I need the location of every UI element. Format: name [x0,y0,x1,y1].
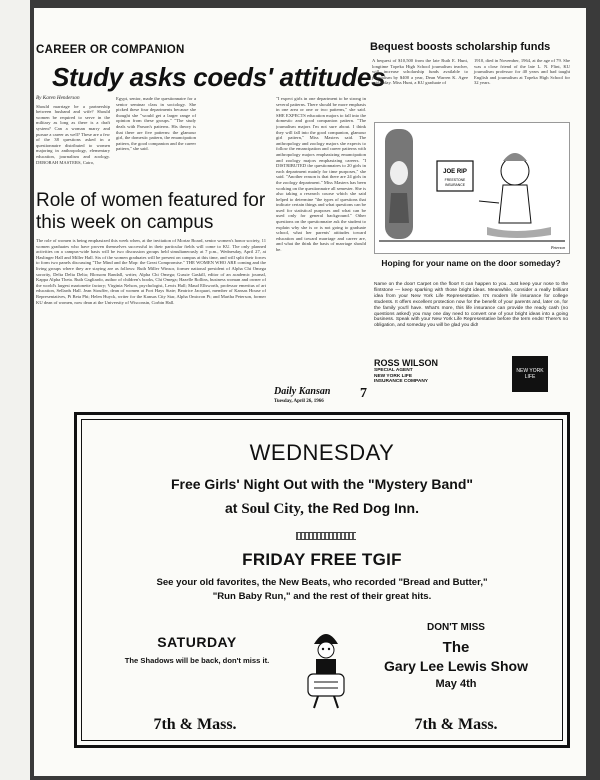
article-column-3-text: "I expect girls in one department to be strong in several patterns. There should be more emphasis in one area or one or two patterns," she said. SHE EXPECTS education majors to fall into the domestic and good companion pattern. "The journalism majors I'm not sure about. I think they will fall into the good companion, glamour girl pattern," Miss Masters said. The anthropology and zoology majors she expects to follow the emancipation and career patterns with anthropology majors emphasizing emancipation and zoology majors emphasizing careers. "I DISTRIBUTED the questionnaires to 20 girls in each department mainly for time purposes," she said. "Another reason is that there are 24 girls in the zoology department." Miss Masters has been working on the questionnaire all semester. She is also taking a research course which she said helped to determine "the types of questions that indicate certain things and what questions can be used for statistical purposes and what can be used only for general background." Other questions on the questionnaire ask the student to explain why she is or is not going to graduate school, what her parents' attitudes toward education and toward marriage and career are, and what the think the basis of marriage should be. [276,96,366,253]
bequest-headline: Bequest boosts scholarship funds [370,41,551,53]
ad-venue-line [82,500,562,518]
page-number: 7 [360,386,367,401]
ad-wednesday: WEDNESDAY [249,440,395,465]
ad-see-all: See your old favorites, the New Beats, who recorded "Bread and Butter," "Run Baby Run," and the rest of their great hits. [156,577,488,602]
masthead-date: Tuesday, April 26, 1966 [274,399,324,404]
cartoon-drawing [375,123,569,253]
role-article-text: The role of women is being emphasized this week when, at the invitation of Mortar Board, senior women's honor society, 11 women graduates who have proven themselves successful in their particular fields will come to KU. The only planned activities on a campus-wide basis will be two discussion groups held simultaneously at 7 p.m., Wednesday, April 27, at Haslinger Hall and Miller Hall. Six of the women graduates will be present on campus at this time, and will split their forces to form two panels discussing "The Mind and the Mop: the Great Compromise." THE WOMEN WHO ARE coming and the living groups where they are staying are as follows: Ruth Miller Winsor, former national president of Alpha Chi Omega sorority, Delta Delta Delta; Blossom Randall, writer, Alpha Chi Omega; Gussie Gaskill, editor of an academic journal, Kappa Alpha Theta. Ruth Gagliardo, author of children's books, Chi Omega; Hazelle Rollins, business woman and owner of the world's largest marionette factory; Virginia Nelson, psychologist, Lewis Hall; Maud Ellsworth, professor emeritus of art education, Sellards Hall. Jean Stouffer, dean of women at Fort Hays State; Beatrice Jacquart, member of Kansas House of Representatives, Pi Beta Phi; Helen Huyck, writer for the Kansas City Star, Alpha Omicron Pi; and Martha Peterson, former KU dean of women, now dean at the University of Wisconsin, Corbin Hall. [36,238,266,305]
soul-city-ad [74,412,570,748]
subheadline: Role of women featured for this week on campus [36,190,266,233]
cartoon-sign-text: JOE RIP [443,169,467,175]
ad-girls-night: Free Girls' Night Out with the "Mystery Band" [170,476,474,492]
new-york-life-logo [512,356,548,392]
ad-address-right: 7th & Mass. [414,716,498,733]
agent-block [374,358,438,385]
newspaper-page [34,8,586,776]
insurance-cartoon [374,122,570,254]
mascot-icon [304,626,348,710]
agent-company-2: INSURANCE COMPANY [374,379,429,385]
ad-at: at [225,500,238,516]
ad-gary-block [356,622,556,690]
masthead [274,386,330,404]
article-column-1 [36,96,110,165]
ad-saturday: SATURDAY [157,634,237,650]
ad-gary-lee-lewis: Gary Lee Lewis Show [384,658,528,674]
svg-text:Peterson: Peterson [551,245,566,250]
article-column-1-text: Should marriage be a partnership between husband and wife? Should women be required to serve in the military as long as there is a draft system? Can a woman marry and pursue a career as well? These are a few of the 38 questions asked in a questionnaire distributed to women majoring in anthropology, elementary education, journalism and zoology. DEBORAH MASTERS, Cairo, [36,103,110,165]
ad-friday: FRIDAY FREE TGIF [242,550,402,569]
masthead-name: Daily Kansan [274,386,331,397]
agent-company-1: NEW YORK LIFE [374,373,413,379]
ad-shadows: The Shadows will be back, don't miss it. [124,656,270,665]
ad-soul-city: Soul City, [241,501,304,517]
ad-address-left: 7th & Mass. [153,716,237,733]
ad-dont-miss: DON'T MISS [427,622,485,633]
headline: Study asks coeds' attitudes [52,62,386,92]
section-label: CAREER OR COMPANION [36,44,185,56]
svg-text:FREESTONE: FREESTONE [444,178,466,182]
ad-red-dog: the Red Dog Inn. [307,500,419,516]
adjacent-page-edge [0,0,30,780]
byline: By Karen Henderson [36,95,80,101]
insurance-ad-body: Name on the door! Carpet on the floor! It can happen to you. Just keep your nose to the flintstone — keep sparking with those bright ideas. Meanwhile, consider a really brilliant idea from your New York Life Representative. It's modern life insurance for college students. It offers excellent protection now for the benefit of your parents and, later on, for the family you'll have. What's more, this life insurance can provide the ready cash (no questions asked) you may one day need to convert one of your bright ideas into a going business. Speak with your New York Life Representative before the term ends! There's no obligation, and someday you will be glad you did! [374,282,568,329]
article-column-2-text: Egypt, senior, made the questionnaire for a senior seminar class in sociology. She picked these four departments because she thought she "would get a larger range of opinion from these groups." "The study deals with Parson's patterns. His theory is that there are five patterns: the glamour girl, the domestic pattern, the emancipation pattern, the good companion and the career pattern," she said. [116,96,196,152]
ad-divider [296,532,356,540]
bequest-column-1: A bequest of $10,500 from the late Ruth E. Hunt, longtime Topeka High School journalism teacher, will increase scholarship funds available to journalism by $400 a year, Dean Warren K. Agee said today. Miss Hunt, a KU graduate of [372,58,468,86]
bequest-column-2: 1910, died in November, 1964, at the age of 79. She was a close friend of the late L. N. Flint, KU journalism professor for 40 years and had taught English and journalism at Topeka High School for 32 years. [474,58,570,86]
ad-may-4th: May 4th [435,678,477,690]
ad-the: The [442,639,470,656]
insurance-ad-title: Hoping for your name on the door someday? [381,258,561,268]
nyl-logo-text: NEW YORK LIFE [516,368,544,380]
ad-inner-border [81,419,563,741]
ad-saturday-block [102,634,292,665]
svg-text:INSURANCE: INSURANCE [445,183,465,187]
agent-name: ROSS WILSON [374,358,439,368]
agent-title: SPECIAL AGENT [374,368,413,373]
